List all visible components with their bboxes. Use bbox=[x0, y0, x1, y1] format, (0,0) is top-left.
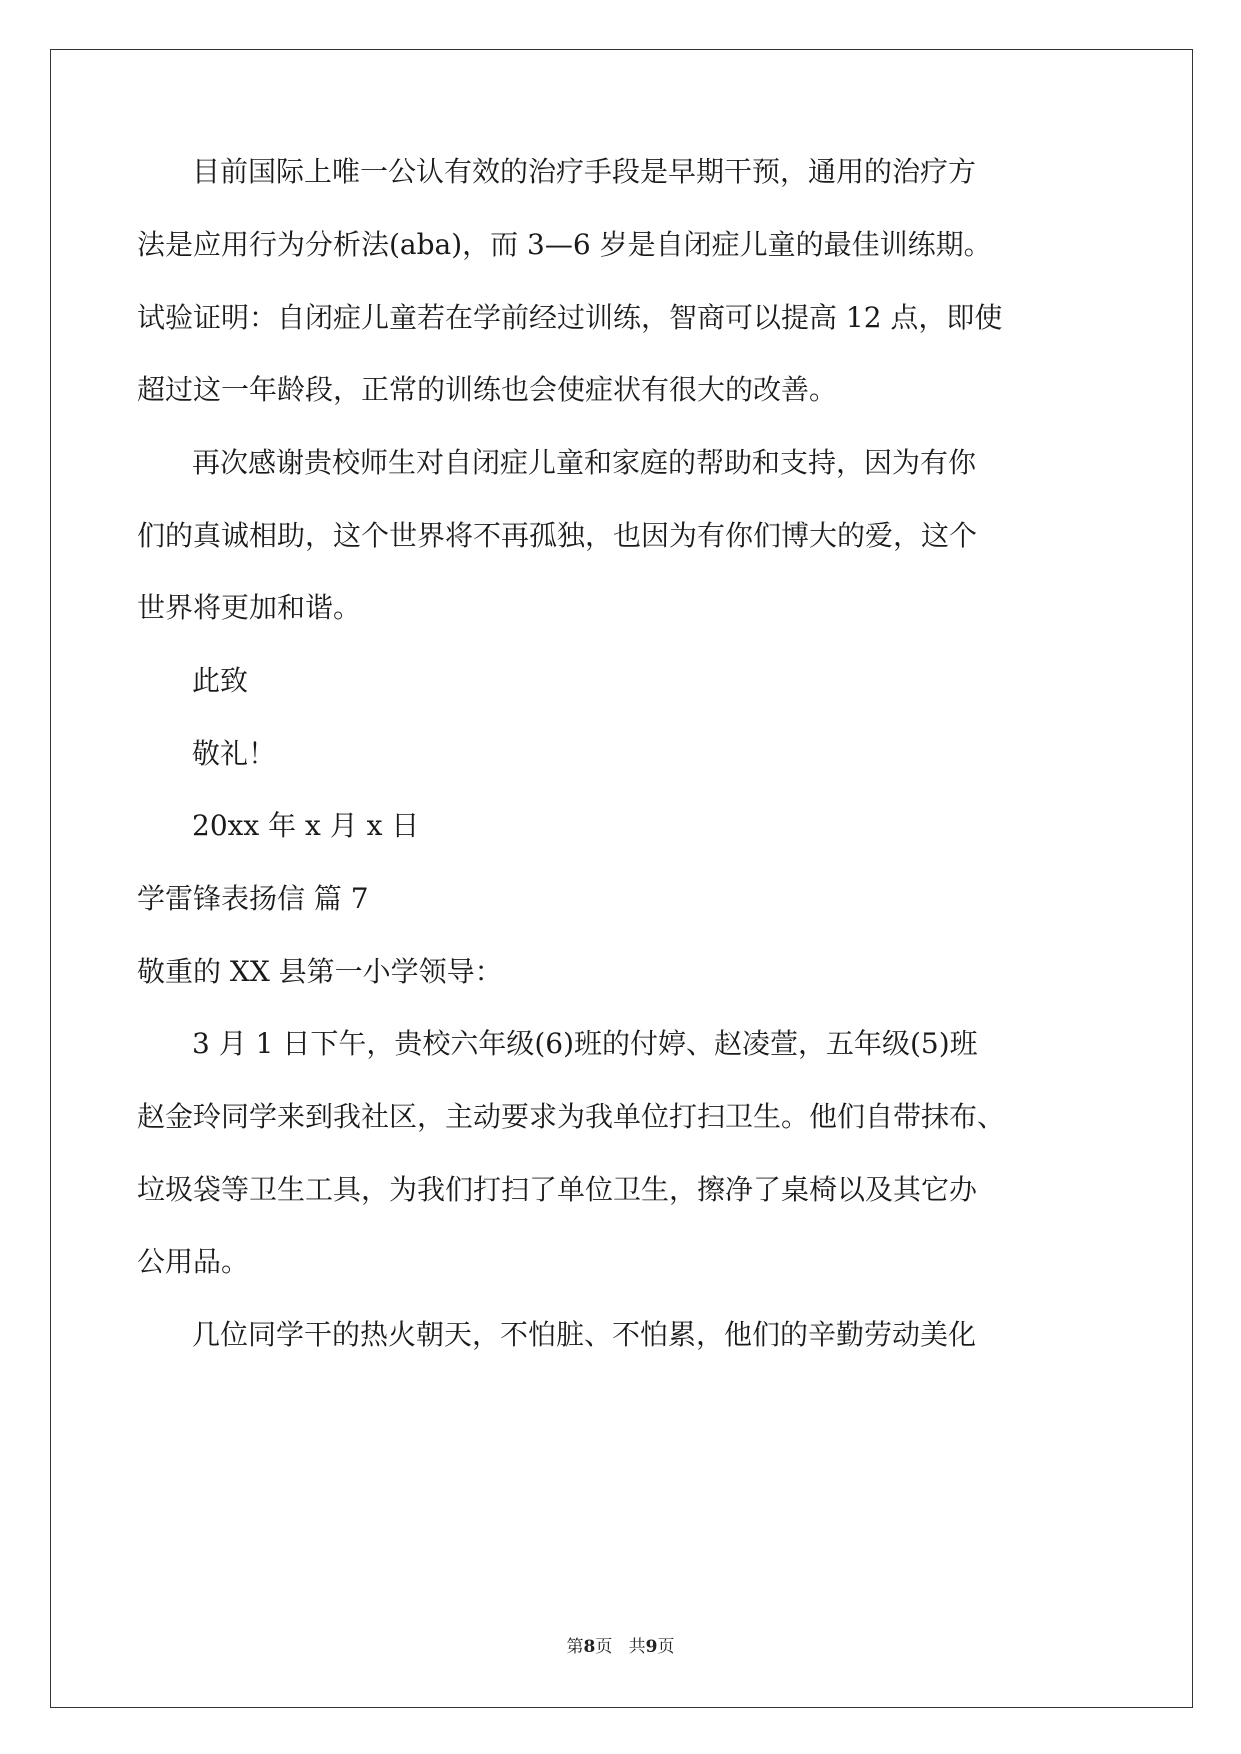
section-heading: 学雷锋表扬信 篇 7 bbox=[137, 882, 369, 915]
text-line: 超过这一年龄段，正常的训练也会使症状有很大的改善。 bbox=[137, 373, 838, 406]
text-line: 公用品。 bbox=[137, 1245, 250, 1278]
text-line: 们的真诚相助，这个世界将不再孤独，也因为有你们博大的爱，这个 bbox=[137, 519, 978, 552]
footer-page-prefix: 第 bbox=[566, 1637, 584, 1657]
footer-total-suffix: 页 bbox=[657, 1637, 675, 1657]
letter-date: 20xx 年 x 月 x 日 bbox=[192, 809, 420, 842]
footer-page-total: 9 bbox=[645, 1637, 658, 1657]
salutation-closing: 此致 bbox=[192, 664, 249, 697]
footer-page-current: 8 bbox=[583, 1637, 596, 1657]
text-line: 几位同学干的热火朝天，不怕脏、不怕累，他们的辛勤劳动美化 bbox=[192, 1318, 977, 1351]
text-line: 再次感谢贵校师生对自闭症儿童和家庭的帮助和支持，因为有你 bbox=[192, 446, 977, 479]
text-line: 目前国际上唯一公认有效的治疗手段是早期干预，通用的治疗方 bbox=[192, 155, 977, 188]
letter-greeting: 敬重的 XX 县第一小学领导： bbox=[137, 955, 503, 988]
text-line: 垃圾袋等卫生工具，为我们打扫了单位卫生，擦净了桌椅以及其它办 bbox=[137, 1173, 978, 1206]
salutation-regards: 敬礼！ bbox=[192, 737, 277, 770]
text-line: 3 月 1 日下午，贵校六年级(6)班的付婷、赵凌萱，五年级(5)班 bbox=[192, 1027, 978, 1060]
text-line: 法是应用行为分析法(aba)，而 3—6 岁是自闭症儿童的最佳训练期。 bbox=[137, 228, 992, 261]
footer-total-prefix: 共 bbox=[628, 1637, 646, 1657]
text-line: 试验证明：自闭症儿童若在学前经过训练，智商可以提高 12 点，即使 bbox=[137, 301, 1003, 334]
footer-page-suffix: 页 bbox=[595, 1637, 613, 1657]
page-footer bbox=[0, 1632, 1241, 1657]
text-line: 赵金玲同学来到我社区，主动要求为我单位打扫卫生。他们自带抹布、 bbox=[137, 1100, 1006, 1133]
text-line: 世界将更加和谐。 bbox=[137, 591, 362, 624]
